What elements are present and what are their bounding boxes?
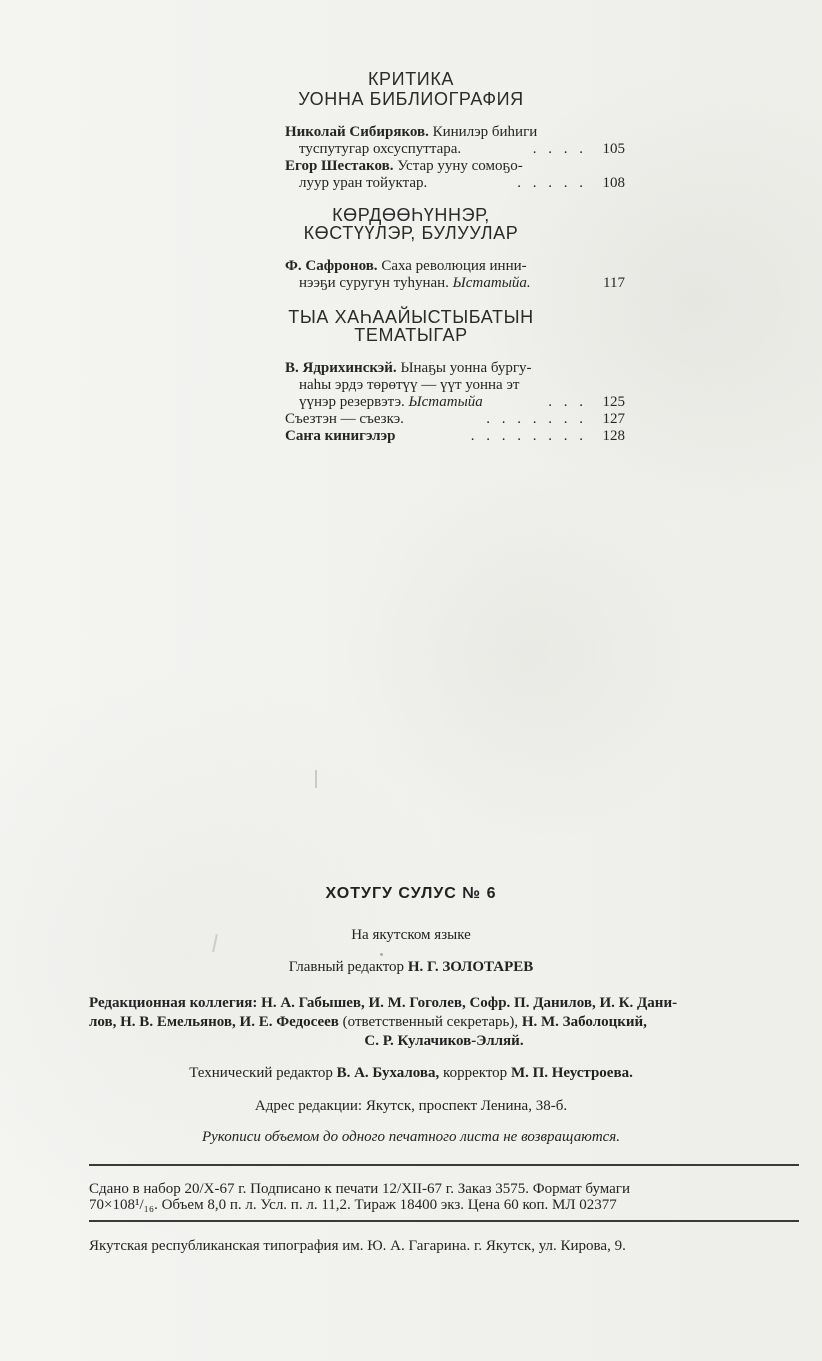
toc-page-number: 125 [602, 394, 625, 410]
toc-author: Николай Сибиряков. [285, 124, 429, 140]
toc-dots: . . . . . . . . [470, 428, 587, 444]
print-details-line: 70×108¹/₁₆. Объем 8,0 п. л. Усл. п. л. 11,2. Тираж 18400 экз. Цена 60 коп. МЛ 02377 [89, 1197, 617, 1213]
toc-title: Саха революция инни- [377, 258, 527, 274]
toc-entry-line [285, 175, 625, 192]
chief-editor-name: Н. Г. ЗОЛОТАРЕВ [407, 959, 534, 975]
toc-entry-line [285, 360, 625, 377]
print-details-line: Сдано в набор 20/X-67 г. Подписано к печати 12/XII-67 г. Заказ 3575. Формат бумаги [89, 1181, 630, 1197]
toc-entry-line [285, 428, 625, 445]
toc-title: Кинилэр биһиги [428, 124, 538, 140]
imprint-bottom-rule [89, 1220, 799, 1222]
toc-title: Устар ууну сомоҕо- [393, 158, 523, 174]
toc-dots: . . . . . . . [486, 411, 587, 427]
chief-editor [0, 958, 822, 976]
toc-entry-sibiryakov[interactable] [285, 124, 625, 158]
corrector-label: корректор [439, 1065, 511, 1081]
section-title-agriculture: ТЫА ХАҺААЙЫСТЫБАТЫН [288, 307, 534, 327]
toc-dots: . . . . . [517, 175, 587, 191]
editorial-board-names: Н. А. Габышев, И. М. Гоголев, Софр. П. Данилов, И. К. Дани- [261, 995, 678, 1011]
toc-title: Съезтэн — съезкэ. [285, 411, 404, 427]
editorial-board-names: лов, Н. В. Емельянов, И. Е. Федосеев [89, 1014, 339, 1030]
corrector-name: М. П. Неустроева. [510, 1065, 633, 1081]
manuscripts-note: Рукописи объемом до одного печатного листа не возвращаются. [201, 1129, 621, 1145]
toc-page-number: 128 [602, 428, 625, 444]
printer-info [89, 1238, 799, 1254]
editorial-board-label: Редакционная коллегия: [89, 995, 258, 1011]
imprint-top-rule [89, 1164, 799, 1166]
print-details [89, 1181, 799, 1213]
toc-dots: . . . . [532, 141, 587, 157]
toc-genre: Ыстатыйа [408, 394, 483, 410]
toc-entry-line [285, 377, 625, 394]
editorial-address: Адрес редакции: Якутск, проспект Ленина, 38-б. [254, 1098, 568, 1114]
toc-genre: Ыстатыйа. [452, 275, 531, 291]
toc-title: лууp уран тойуктар. [299, 175, 428, 191]
technical-editor [0, 1064, 822, 1082]
toc-page-number: 127 [602, 411, 625, 427]
bleed-through-mark [315, 770, 317, 788]
printer-info-line: Якутская республиканская типография им. Ю. А. Гагарина. г. Якутск, ул. Кирова, 9. [89, 1238, 626, 1254]
toc-entry-line [285, 411, 625, 428]
toc-entry-new-books[interactable] [285, 428, 625, 445]
section-title-sketches: КӨРДӨӨҺҮННЭР, [332, 205, 490, 225]
toc-entry-safronov[interactable] [285, 258, 625, 292]
toc-entry-line [285, 141, 625, 158]
toc-dots: . . . [548, 394, 587, 410]
toc-entry-line [285, 394, 625, 411]
section-title-bibliography: УОННА БИБЛИОГРАФИЯ [298, 89, 524, 109]
toc-entry-line [285, 158, 625, 175]
toc-author: В. Ядрихинскэй. [285, 360, 397, 376]
chief-editor-label: Главный редактор [288, 959, 405, 975]
section-title-critique: КРИТИКА [367, 69, 455, 89]
toc-author: Ф. Сафронов. [285, 258, 378, 274]
editorial-board [89, 994, 799, 1051]
editorial-board-role: (ответственный секретарь), [338, 1014, 522, 1030]
editorial-board-line [89, 1013, 799, 1032]
editorial-board-names: С. Р. Кулачиков-Элляй. [364, 1033, 524, 1049]
toc-title: туспутугар охсуспуттара. [299, 141, 462, 157]
toc-author: Егор Шестаков. [285, 158, 394, 174]
bleed-through-mark [380, 953, 383, 956]
toc-entry-line [285, 275, 625, 292]
toc-title: наһы эрдэ төрөтүү — үүт уонна эт [299, 377, 520, 393]
toc-title: нээҕи суругун туһунан. [299, 275, 453, 291]
editorial-board-line [89, 994, 799, 1013]
section-title-essays: КӨСТҮҮЛЭР, БУЛУУЛАР [303, 223, 519, 243]
journal-title: ХОТУГУ СУЛУС № 6 [325, 885, 497, 902]
toc-page-number: 117 [603, 275, 625, 291]
editorial-board-names: Н. М. Заболоцкий, [521, 1014, 647, 1030]
toc-page-number: 108 [602, 175, 625, 191]
toc-entry-yadrikhinsky[interactable] [285, 360, 625, 411]
section-title-thematic: ТЕМАТЫГАР [354, 325, 468, 345]
toc-title: Саҥа кинигэлэр [285, 428, 396, 444]
toc-entry-shestakov[interactable] [285, 158, 625, 192]
technical-editor-name: В. А. Бухалова, [336, 1065, 440, 1081]
toc-title: үүнэр резервэтэ. [299, 394, 409, 410]
toc-entry-line [285, 124, 625, 141]
language-note: На якутском языке [351, 927, 471, 943]
toc-entry-line [285, 258, 625, 275]
toc-title: Ынаҕы уонна бургу- [396, 360, 532, 376]
toc-entry-congress[interactable] [285, 411, 625, 428]
editorial-board-line [89, 1032, 799, 1051]
technical-editor-label: Технический редактор [189, 1065, 333, 1081]
toc-page-number: 105 [602, 141, 625, 157]
